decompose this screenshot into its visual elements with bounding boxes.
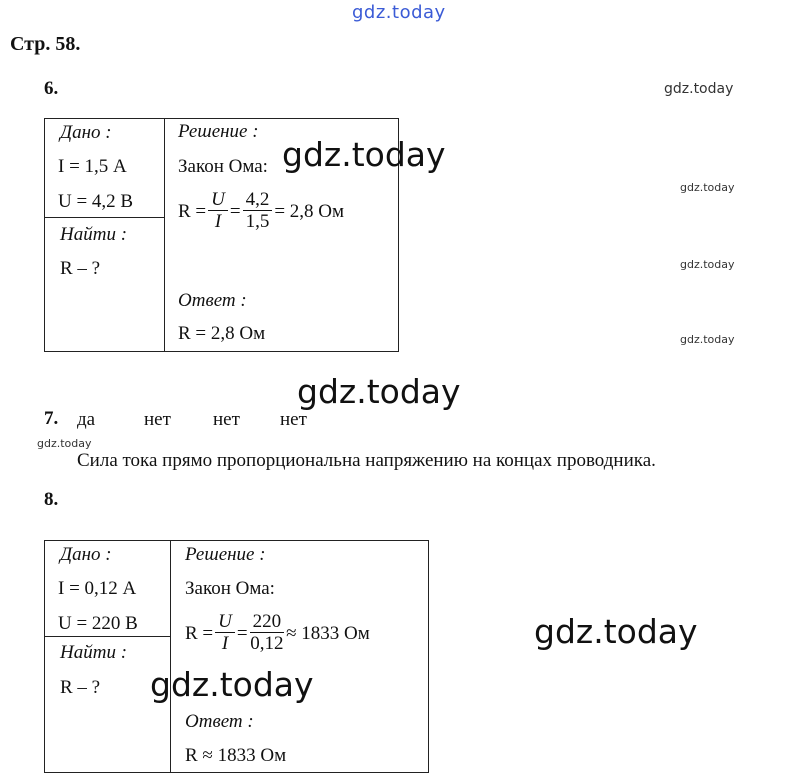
task8-frac1-den: I (221, 633, 229, 654)
task6-frac2-num: 4,2 (243, 190, 273, 211)
task8-answer-label: Ответ : (185, 711, 254, 732)
task7-answer-1: да (77, 409, 96, 430)
task8-eq-lhs: R = (185, 622, 214, 644)
watermark-task6-center: gdz.today (282, 135, 446, 174)
task6-law: Закон Ома: (178, 156, 268, 177)
task8-find-label: Найти : (60, 642, 128, 663)
task7-answer-3: нет (213, 409, 240, 430)
task8-frac-ohm (215, 612, 235, 655)
task6-given-label: Дано : (60, 122, 112, 143)
task8-eq-result: ≈ 1833 Ом (286, 622, 370, 644)
task6-frac-ohm (208, 190, 228, 233)
watermark-right-3: gdz.today (680, 333, 735, 346)
task6-eq-lhs: R = (178, 200, 207, 222)
task6-answer: R = 2,8 Ом (178, 323, 266, 344)
task7-number: 7. (44, 408, 59, 429)
task6-eq-result: = 2,8 Ом (274, 200, 345, 222)
watermark-right-1: gdz.today (680, 181, 735, 194)
task7-sentence: Сила тока прямо пропорциональна напряжению на концах проводника. (77, 450, 656, 471)
task8-number: 8. (44, 489, 59, 510)
task8-law: Закон Ома: (185, 578, 275, 599)
watermark-task7-left: gdz.today (37, 437, 92, 450)
task6-given-current: I = 1,5 А (58, 156, 127, 177)
task8-equation (185, 612, 370, 655)
task8-frac1-num: U (215, 612, 235, 633)
page-title: Стр. 58. (10, 33, 81, 55)
task8-eq-mid: = (236, 622, 248, 644)
task8-given-voltage: U = 220 В (58, 613, 138, 634)
task8-find-r: R – ? (60, 677, 101, 698)
task8-answer: R ≈ 1833 Ом (185, 745, 287, 766)
task6-given-voltage: U = 4,2 В (58, 191, 134, 212)
task7-answer-2: нет (144, 409, 171, 430)
watermark-top: gdz.today (352, 2, 446, 23)
task7-answer-4: нет (280, 409, 307, 430)
task6-find-label: Найти : (60, 224, 128, 245)
task8-frac-values (250, 612, 285, 655)
task6-frac1-den: I (214, 211, 222, 232)
watermark-task7-center: gdz.today (297, 372, 461, 411)
task8-given-current: I = 0,12 А (58, 578, 137, 599)
task6-frac2-den: 1,5 (245, 211, 270, 232)
task6-equation (178, 190, 344, 233)
watermark-task6-right: gdz.today (664, 81, 734, 97)
watermark-right-2: gdz.today (680, 258, 735, 271)
task8-frac2-den: 0,12 (250, 633, 284, 654)
task6-answer-label: Ответ : (178, 290, 247, 311)
watermark-task8-right: gdz.today (534, 612, 698, 651)
task6-frac-values (243, 190, 273, 233)
task8-frac2-num: 220 (250, 612, 285, 633)
task6-number: 6. (44, 78, 59, 99)
task6-eq-mid: = (229, 200, 241, 222)
task6-frac1-num: U (208, 190, 228, 211)
task6-find-r: R – ? (60, 258, 101, 279)
task6-solution-label: Решение : (178, 121, 259, 142)
task8-given-label: Дано : (60, 544, 112, 565)
task8-solution-label: Решение : (185, 544, 266, 565)
watermark-task8-center: gdz.today (150, 665, 314, 704)
